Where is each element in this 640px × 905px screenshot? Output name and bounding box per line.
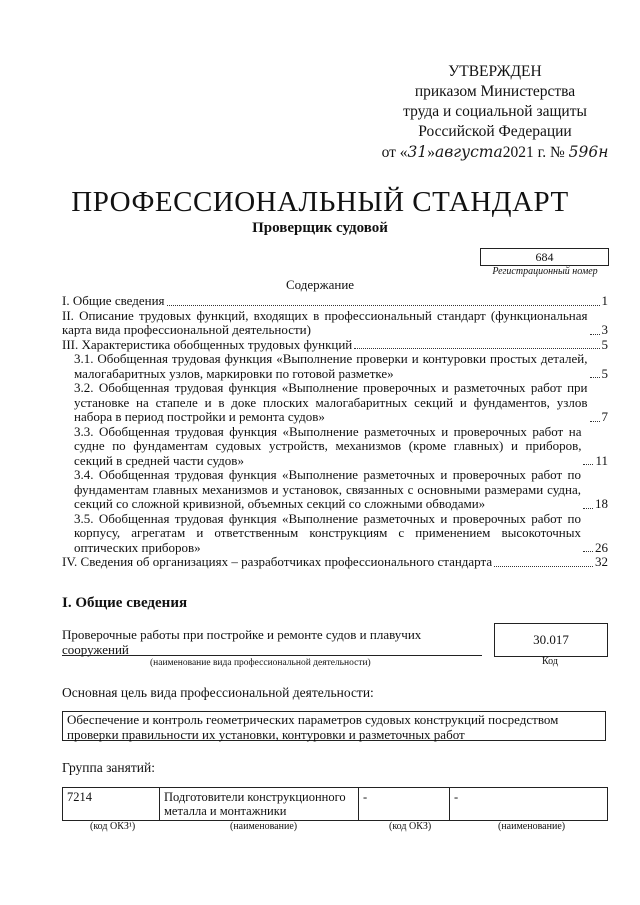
approval-line: труда и социальной защиты [403,103,587,120]
toc-entry[interactable]: III. Характеристика обобщенных трудовых функций 5 [62,336,608,352]
registration-label: Регистрационный номер [492,266,598,277]
toc-entry[interactable]: II. Описание трудовых функций, входящих в профессиональный стандарт (функциональная карта вида профессиональной деятельности) 3 [62,307,608,337]
occupation-name-cell: - [450,788,608,821]
activity-caption: (наименование вида профессиональной деятельности) [150,658,371,668]
okz-code-cell: - [359,788,450,821]
group-label: Группа занятий: [62,760,155,775]
toc-entry[interactable]: 3.3. Обобщенная трудовая функция «Выполнение разметочных и проверочных работ на судне по фундаментам судовых устройств, механизмов (кроме главных) и приборов, секций в средней части судов» 11 [74,423,608,468]
activity-name: Проверочные работы при постройке и ремонте судов и плавучих сооружений [62,627,422,657]
approval-line: УТВЕРЖДЕН [448,63,542,80]
occupation-table [62,787,608,821]
caption: (код ОКЗ) [389,821,432,832]
goal-label: Основная цель вида профессиональной деятельности: [62,685,374,700]
approval-block [380,62,610,163]
occupation-name-cell: Подготовители конструкционного металла и монтажники [160,788,359,821]
code-caption: Код [542,656,558,667]
caption: (код ОКЗ¹) [90,821,136,832]
toc-entry[interactable]: 3.1. Обобщенная трудовая функция «Выполнение проверки и контуровки простых деталей, малогабаритных узлов, маркировки по готовой разметке» 5 [74,351,608,381]
okz-code-cell: 7214 [63,788,160,821]
handwritten-month: августа [435,143,503,161]
handwritten-day: 31 [407,143,428,161]
approval-date: от «31»августа2021 г. № 596н [381,143,609,161]
toc-entry[interactable]: 3.4. Обобщенная трудовая функция «Выполнение разметочных и проверочных работ по фундаментам главных механизмов и установок, связанных с основными размерами судна, секций со сложной кривизной, объемных секций со сложными обводами» 18 [74,467,608,511]
toc-entry[interactable]: 3.5. Обобщенная трудовая функция «Выполнение разметочных и проверочных работ по корпусу, агрегатам и ответственным конструкциям с применением высокоточных оптических приборов» 26 [74,510,608,555]
toc-entry[interactable]: 3.2. Обобщенная трудовая функция «Выполнение проверочных и разметочных работ при установке на стапеле и в доке плоских малогабаритных секций и фундаментов, узлов набора в период постройки и ремонта судов» 7 [74,380,608,424]
toc-entry[interactable]: I. Общие сведения 1 [62,293,608,308]
registration-number: 684 [480,248,609,266]
approval-line: приказом Министерства [414,83,576,100]
table-of-contents [62,294,608,570]
caption: (наименование) [230,821,298,832]
caption: (наименование) [498,821,566,832]
divider [62,655,482,656]
handwritten-number: 596н [568,143,609,161]
goal-text: Обеспечение и контроль геометрических параметров судовых конструкций посредством проверки правильности их установки, контуровки и разметочных работ [62,711,606,741]
toc-heading: Содержание [285,277,355,292]
page-title: ПРОФЕССИОНАЛЬНЫЙ СТАНДАРТ [71,186,569,218]
toc-entry[interactable]: IV. Сведения об организациях – разработчиках профессионального стандарта 32 [62,554,608,569]
page-subtitle: Проверщик судовой [252,220,388,236]
approval-line: Российской Федерации [418,123,572,140]
activity-code: 30.017 [494,623,608,657]
table-row [63,788,608,821]
section-heading: I. Общие сведения [62,595,188,611]
